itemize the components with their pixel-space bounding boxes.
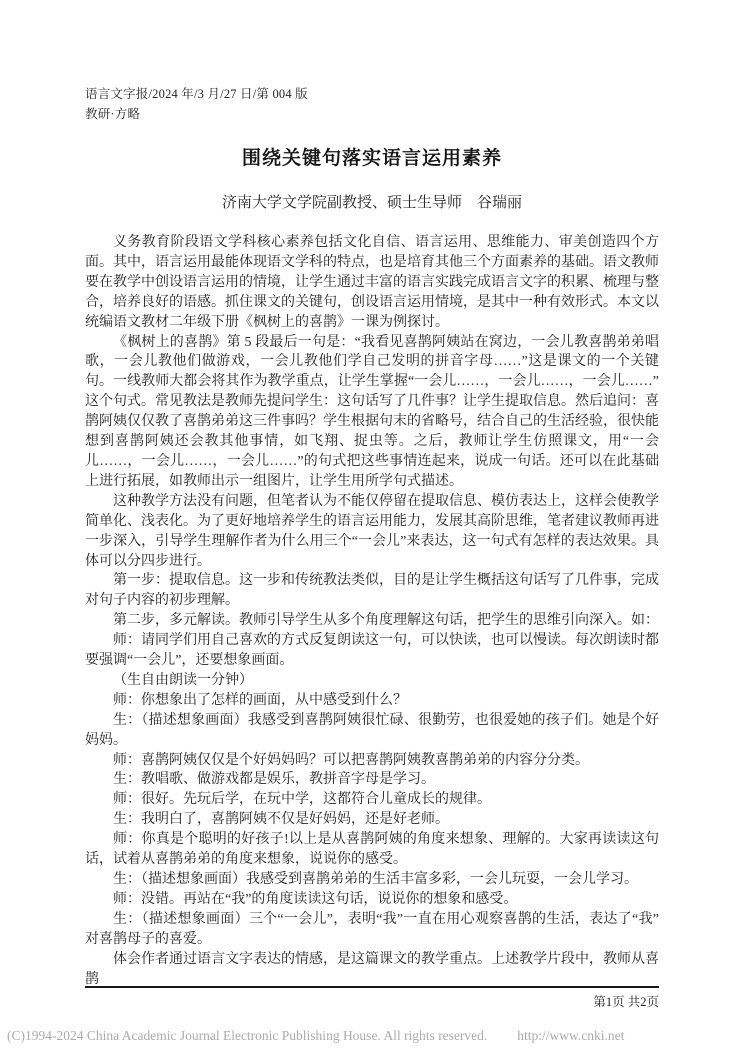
article-content (85, 84, 659, 989)
source-line: 语言文字报/2024 年/3 月/27 日/第 004 版 (85, 87, 308, 101)
paragraph: 生：我明白了，喜鹊阿姨不仅是好妈妈，还是好老师。 (113, 812, 449, 828)
copyright-line (7, 1028, 737, 1044)
copyright-url: http://www.cnki.net (517, 1028, 625, 1043)
footer-divider (85, 986, 659, 988)
paragraph: 生：（描述想象画面）我感受到喜鹊弟弟的生活丰富多彩，一会儿玩耍，一会儿学习。 (113, 872, 638, 887)
page-indicator: 第1页 共2页 (593, 995, 659, 1009)
paragraph: 师：你真是个聪明的好孩子!以上是从喜鹊阿姨的角度来想象、理解的。大家再读读这句话，试着从喜鹊弟弟的角度来想象，说说你的感受。 (85, 832, 659, 868)
paragraph: 这种教学方法没有问题，但笔者认为不能仅停留在提取信息、模仿表达上，这样会使教学简单化、浅表化。为了更好地培养学生的语言运用能力，发展其高阶思维，笔者建议教师再进一步深入，引导学生理解作者为什么用三个“一会儿”来表达，这一句式有怎样的表达效果。具体可以分四步进行。 (85, 493, 659, 569)
paragraph: 第一步：提取信息。这一步和传统教法类似，目的是让学生概括这句话写了几件事，完成对句子内容的初步理解。 (85, 573, 659, 609)
article-body (85, 233, 659, 989)
paragraph: 义务教育阶段语文学科核心素养包括文化自信、语言运用、思维能力、审美创造四个方面。其中，语言运用最能体现语文学科的特点，也是培育其他三个方面素养的基础。语文教师要在教学中创设语言运用的情境，让学生通过丰富的语言实践完成语言文字的积累、梳理与整合，培养良好的语感。抓住课文的关键句，创设语言运用情境，是其中一种有效形式。本文以统编语文教材二年级下册《枫树上的喜鹊》一课为例探讨。 (85, 235, 659, 330)
paragraph: 生：（描述想象画面）我感受到喜鹊阿姨很忙碌、很勤劳，也很爱她的孩子们。她是个好妈妈。 (85, 712, 659, 748)
paragraph: 生：教唱歌、做游戏都是娱乐，教拼音字母是学习。 (113, 772, 435, 788)
paragraph: 师：你想象出了怎样的画面，从中感受到什么？ (113, 692, 407, 708)
paragraph: 第二步，多元解读。教师引导学生从多个角度理解这句话，把学生的思维引向深入。如： (113, 613, 659, 629)
paragraph: 《枫树上的喜鹊》第 5 段最后一句是：“我看见喜鹊阿姨站在窝边，一会儿教喜鹊弟弟唱歌，一会儿教他们做游戏，一会儿教他们学自己发明的拼音字母……”这是课文的一个关键句。一线教师大都会将其作为教学重点，让学生掌握“一会儿……，一会儿……，一会儿……”这个句式。常见教法是教师先提问学生：这句话写了几件事？让学生提取信息。然后追问：喜鹊阿姨仅仅教了喜鹊弟弟这三件事吗？学生根据句末的省略号，结合自己的生活经验，很快能想到喜鹊阿姨还会教其他事情，如飞翔、捉虫等。之后，教师让学生仿照课文，用“一会儿……，一会儿……，一会儿……”的句式把这些事情连起来，说成一句话。还可以在此基础上进行拓展，如教师出示一组图片，让学生用所学句式描述。 (85, 334, 659, 489)
article-byline: 济南大学文学院副教授、硕士生导师 谷瑞丽 (221, 195, 522, 211)
copyright-text: (C)1994-2024 China Academic Journal Electronic Publishing House. All rights reserved. (7, 1028, 488, 1043)
column-line: 教研·方略 (85, 107, 141, 121)
paragraph: 体会作者通过语言文字表达的情感，是这篇课文的教学重点。上述教学片段中，教师从喜鹊 (85, 951, 659, 987)
paragraph: 师：没错。再站在“我”的角度读读这句话，说说你的想象和感受。 (113, 891, 518, 907)
paragraph: 师：喜鹊阿姨仅仅是个好妈妈吗？可以把喜鹊阿姨教喜鹊弟弟的内容分分类。 (113, 752, 589, 768)
article-title: 围绕关键句落实语言运用素养 (241, 148, 502, 169)
paragraph: （生自由朗读一分钟） (113, 672, 253, 688)
paragraph: 师：请同学们用自己喜欢的方式反复朗读这一句，可以快读，也可以慢读。每次朗读时都要强调“一会儿”，还要想象画面。 (85, 633, 659, 669)
paragraph: 生：（描述想象画面）三个“一会儿”，表明“我”一直在用心观察喜鹊的生活，表达了“我”对喜鹊母子的喜爱。 (85, 911, 659, 947)
paragraph: 师：很好。先玩后学，在玩中学，这都符合儿童成长的规律。 (113, 792, 491, 808)
